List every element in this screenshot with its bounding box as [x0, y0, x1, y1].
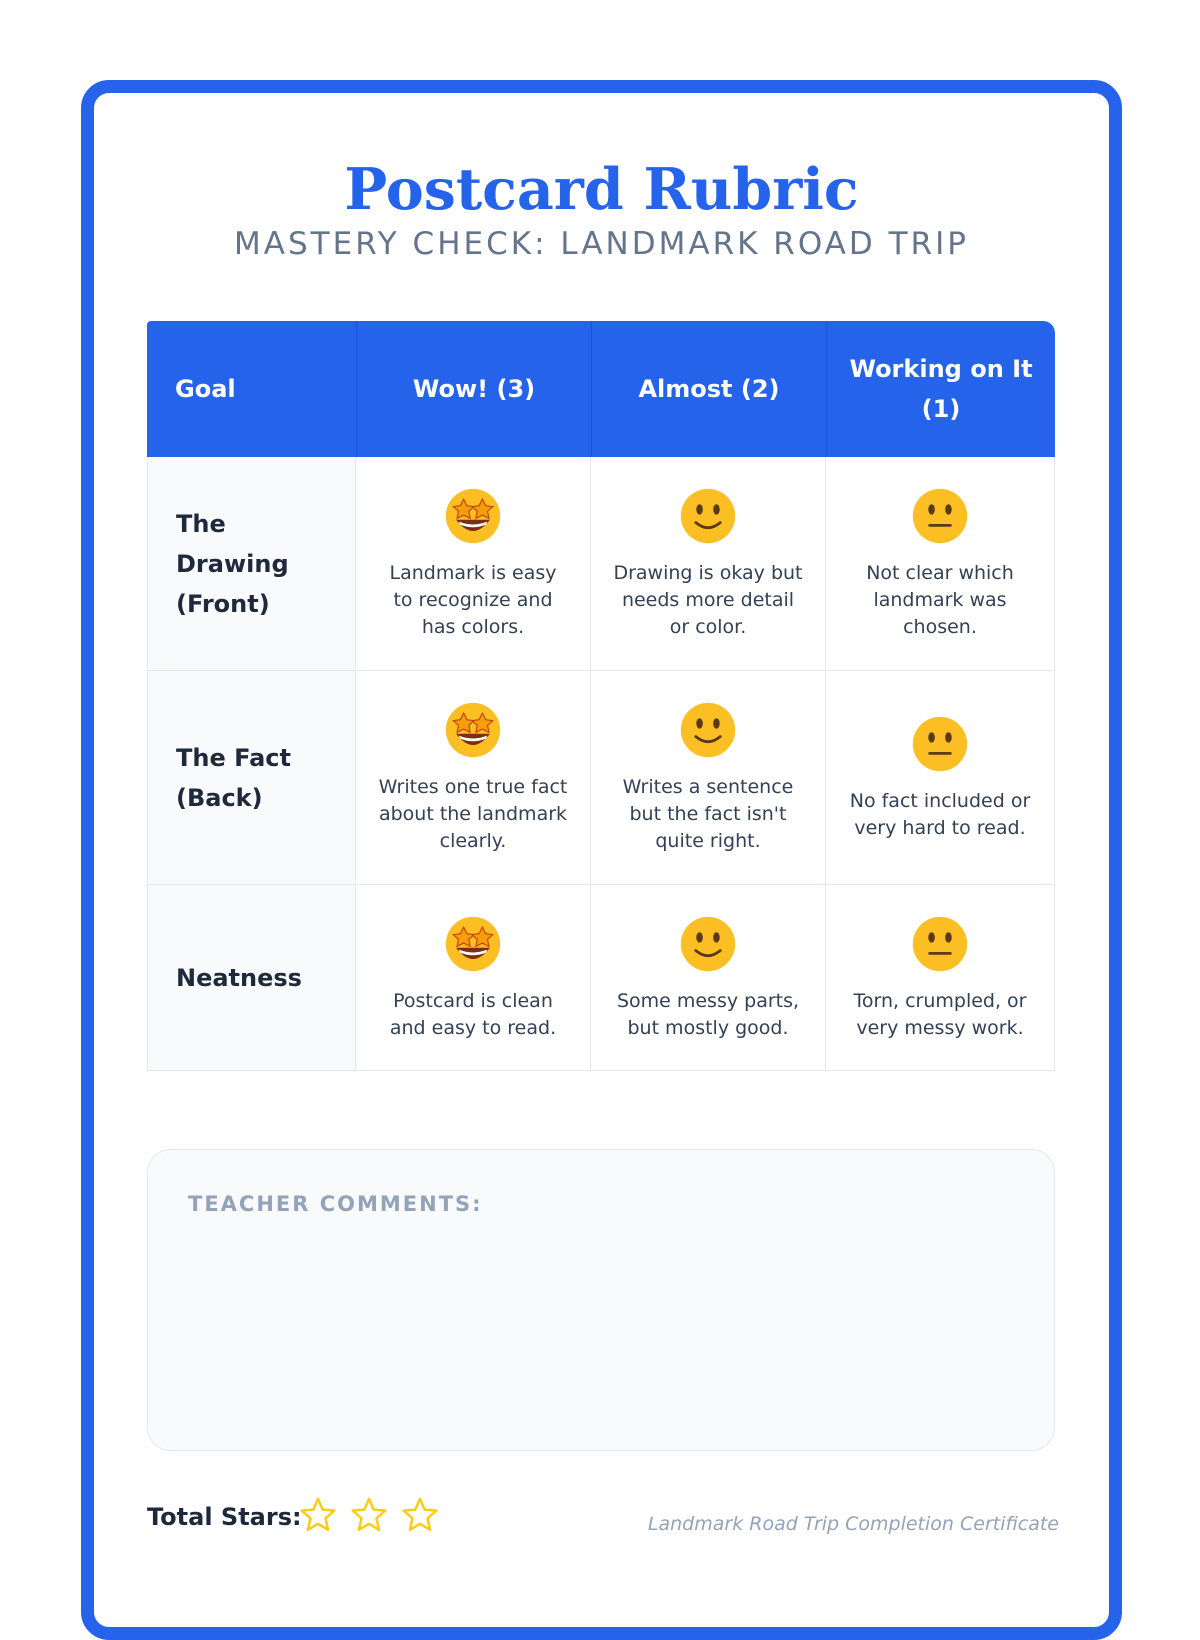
rubric-cell-text: No fact included or very hard to read. — [849, 789, 1031, 839]
rubric-cell-almost — [591, 671, 826, 885]
page-subtitle: MASTERY CHECK: LANDMARK ROAD TRIP — [234, 226, 969, 262]
star-struck-face-icon — [443, 486, 503, 546]
rubric-cell-wow — [356, 457, 591, 671]
teacher-comments-label: TEACHER COMMENTS: — [188, 1192, 483, 1216]
rubric-cell-text: Some messy parts, but mostly good. — [616, 989, 800, 1039]
rubric-cell-almost — [591, 457, 826, 671]
rubric-cell-wow — [356, 671, 591, 885]
star-outline-icon[interactable] — [401, 1496, 439, 1534]
rubric-cell-text: Not clear which landmark was chosen. — [866, 562, 1014, 638]
rubric-cell-almost — [591, 885, 826, 1071]
rubric-cell-working — [826, 885, 1055, 1071]
goal-label — [147, 885, 356, 1071]
column-header-wow: Wow! (3) — [356, 321, 591, 457]
rubric-cell-text: Postcard is clean and easy to read. — [389, 989, 557, 1039]
slightly-smiling-face-icon — [678, 914, 738, 974]
slightly-smiling-face-icon — [678, 700, 738, 760]
certificate-caption: Landmark Road Trip Completion Certificate — [647, 1513, 1059, 1535]
neutral-face-icon — [910, 914, 970, 974]
rubric-header-row — [147, 321, 1055, 457]
star-outline-icon[interactable] — [299, 1496, 337, 1534]
rubric-cell-text: Drawing is okay but needs more detail or color. — [613, 562, 803, 638]
rubric-row-fact — [147, 671, 1055, 885]
star-outline-icon[interactable] — [350, 1496, 388, 1534]
goal-label — [147, 671, 356, 885]
column-header-almost: Almost (2) — [591, 321, 826, 457]
neutral-face-icon — [910, 486, 970, 546]
rubric-cell-text: Torn, crumpled, or very messy work. — [853, 989, 1027, 1039]
rubric-cell-text: Writes a sentence but the fact isn't quite right. — [622, 776, 794, 852]
neutral-face-icon — [910, 714, 970, 774]
goal-label-text: The Fact (Back) — [176, 743, 291, 812]
total-stars-label: Total Stars: — [147, 1503, 302, 1531]
footer — [147, 1493, 1059, 1543]
column-header-working: Working on It (1) — [826, 321, 1055, 457]
star-struck-face-icon — [443, 700, 503, 760]
goal-label-text: Neatness — [176, 963, 302, 992]
page-title: Postcard Rubric — [344, 156, 859, 223]
star-struck-face-icon — [443, 914, 503, 974]
rubric-card — [81, 80, 1122, 1640]
goal-label — [147, 457, 356, 671]
total-stars-rating[interactable] — [299, 1496, 447, 1540]
goal-label-text: The Drawing (Front) — [176, 509, 289, 618]
rubric-row-drawing — [147, 457, 1055, 671]
rubric-cell-working — [826, 671, 1055, 885]
column-header-goal: Goal — [147, 321, 356, 457]
teacher-comments-box[interactable] — [147, 1149, 1055, 1451]
rubric-table — [147, 321, 1055, 1071]
rubric-row-neatness — [147, 885, 1055, 1071]
rubric-cell-working — [826, 457, 1055, 671]
rubric-cell-wow — [356, 885, 591, 1071]
rubric-cell-text: Landmark is easy to recognize and has colors. — [389, 562, 557, 638]
slightly-smiling-face-icon — [678, 486, 738, 546]
rubric-cell-text: Writes one true fact about the landmark clearly. — [378, 776, 568, 852]
